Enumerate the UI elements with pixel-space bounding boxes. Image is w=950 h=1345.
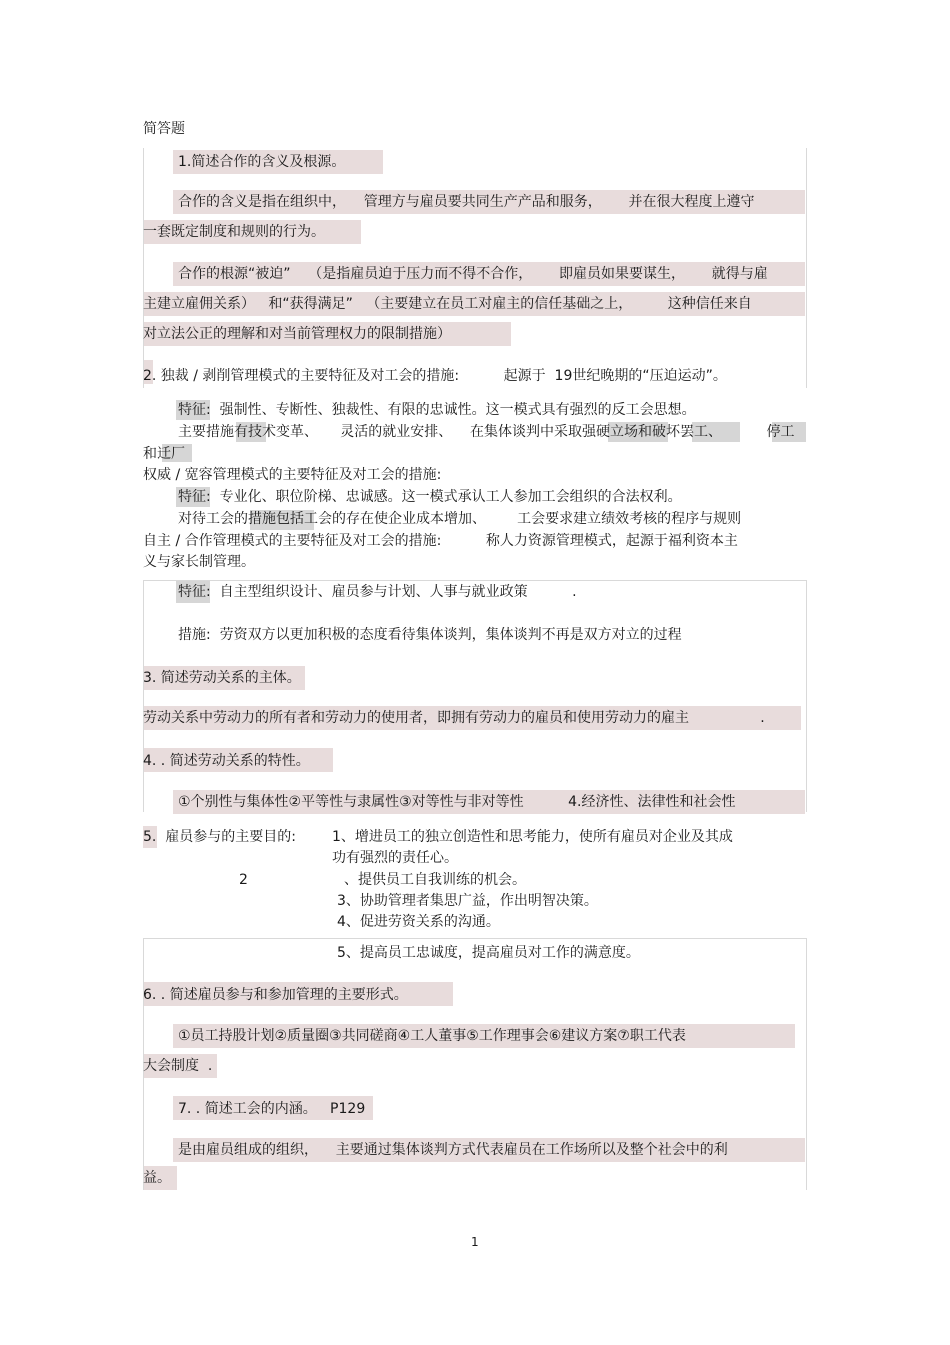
q2-feature3: 特征: 自主型组织设计、雇员参与计划、人事与就业政策 . [178, 584, 577, 600]
q2-measure3: 措施: 劳资双方以更加积极的态度看待集体谈判，集体谈判不再是双方对立的过程 [178, 627, 682, 643]
q5-item3: 3、协助管理者集思广益，作出明智决策。 [337, 893, 598, 909]
border-line [143, 580, 807, 581]
q2-feature1: 特征: 强制性、专断性、独裁性、有限的忠诚性。这一模式具有强烈的反工会思想。 [178, 402, 696, 418]
border-line [143, 148, 144, 388]
q3-answer: 劳动关系中劳动力的所有者和劳动力的使用者，即拥有劳动力的雇员和使用劳动力的雇主 . [143, 710, 765, 726]
q1-origin-line1: 合作的根源“被迫” （是指雇员迫于压力而不得不合作， 即雇员如果要谋生， 就得与雇 [178, 266, 768, 282]
q1-origin-line2: 主建立雇佣关系） 和“获得满足” （主要建立在员工对雇主的信任基础之上， 这种信任来自 [143, 296, 752, 312]
page-number: 1 [471, 1235, 479, 1249]
q1-origin-line3: 对立法公正的理解和对当前管理权力的限制措施） [143, 326, 451, 342]
q7-heading: 7. . 简述工会的内涵。 P129 [178, 1101, 366, 1117]
q5-item1a: 1、增进员工的独立创造性和思考能力，使所有雇员对企业及其成 [332, 829, 733, 845]
q7-answer-line2: 益。 [143, 1170, 171, 1186]
q4-answer: ①个别性与集体性②平等性与隶属性③对等性与非对等性 4.经济性、法律性和社会性 [178, 794, 736, 810]
q2-model3-line1: 自主 / 合作管理模式的主要特征及对工会的措施: 称人力资源管理模式，起源于福利资本主 [143, 533, 738, 549]
q1-heading: 1.简述合作的含义及根源。 [178, 154, 346, 170]
q2-measure1: 主要措施有技术变革、 灵活的就业安排、 在集体谈判中采取强硬立场和破坏罢工、 停工 [178, 424, 795, 440]
border-line [806, 938, 807, 1190]
q5-label: 5. 雇员参与的主要目的: [143, 829, 296, 845]
q3-heading: 3. 简述劳动关系的主体。 [143, 670, 301, 686]
q5-item2-number: 2 [239, 872, 248, 888]
border-line [143, 938, 807, 939]
q5-item5: 5、提高员工忠诚度，提高雇员对工作的满意度。 [337, 945, 640, 961]
doc-title: 简答题 [143, 121, 185, 137]
q5-item2: 、提供员工自我训练的机会。 [344, 872, 526, 888]
q7-answer-line1: 是由雇员组成的组织， 主要通过集体谈判方式代表雇员在工作场所以及整个社会中的利 [178, 1142, 728, 1158]
q2-measure1-cont: 和迁厂 [143, 446, 185, 462]
q1-meaning-line1: 合作的含义是指在组织中， 管理方与雇员要共同生产产品和服务， 并在很大程度上遵守 [178, 194, 755, 210]
border-line [806, 148, 807, 388]
border-line [806, 580, 807, 812]
q6-heading: 6. . 简述雇员参与和参加管理的主要形式。 [143, 987, 408, 1003]
q6-answer-line1: ①员工持股计划②质量圈③共同磋商④工人董事⑤工作理事会⑥建议方案⑦职工代表 [178, 1028, 686, 1044]
q2-heading: 2. 独裁 / 剥削管理模式的主要特征及对工会的措施: 起源于 19世纪晚期的“压迫运动”。 [143, 368, 727, 384]
q6-answer-line2: 大会制度 . [143, 1058, 213, 1074]
q2-model3-line2: 义与家长制管理。 [143, 554, 255, 570]
q2-measure2: 对待工会的措施包括工会的存在使企业成本增加、 工会要求建立绩效考核的程序与规则 [178, 511, 742, 527]
q2-feature2: 特征: 专业化、职位阶梯、忠诚感。这一模式承认工人参加工会组织的合法权利。 [178, 489, 682, 505]
q5-item4: 4、促进劳资关系的沟通。 [337, 914, 500, 930]
q1-meaning-line2: 一套既定制度和规则的行为。 [143, 224, 325, 240]
q2-model2: 权威 / 宽容管理模式的主要特征及对工会的措施: [143, 467, 442, 483]
border-line [143, 580, 144, 812]
q4-heading: 4. . 简述劳动关系的特性。 [143, 753, 310, 769]
q5-item1b: 功有强烈的责任心。 [332, 850, 458, 866]
